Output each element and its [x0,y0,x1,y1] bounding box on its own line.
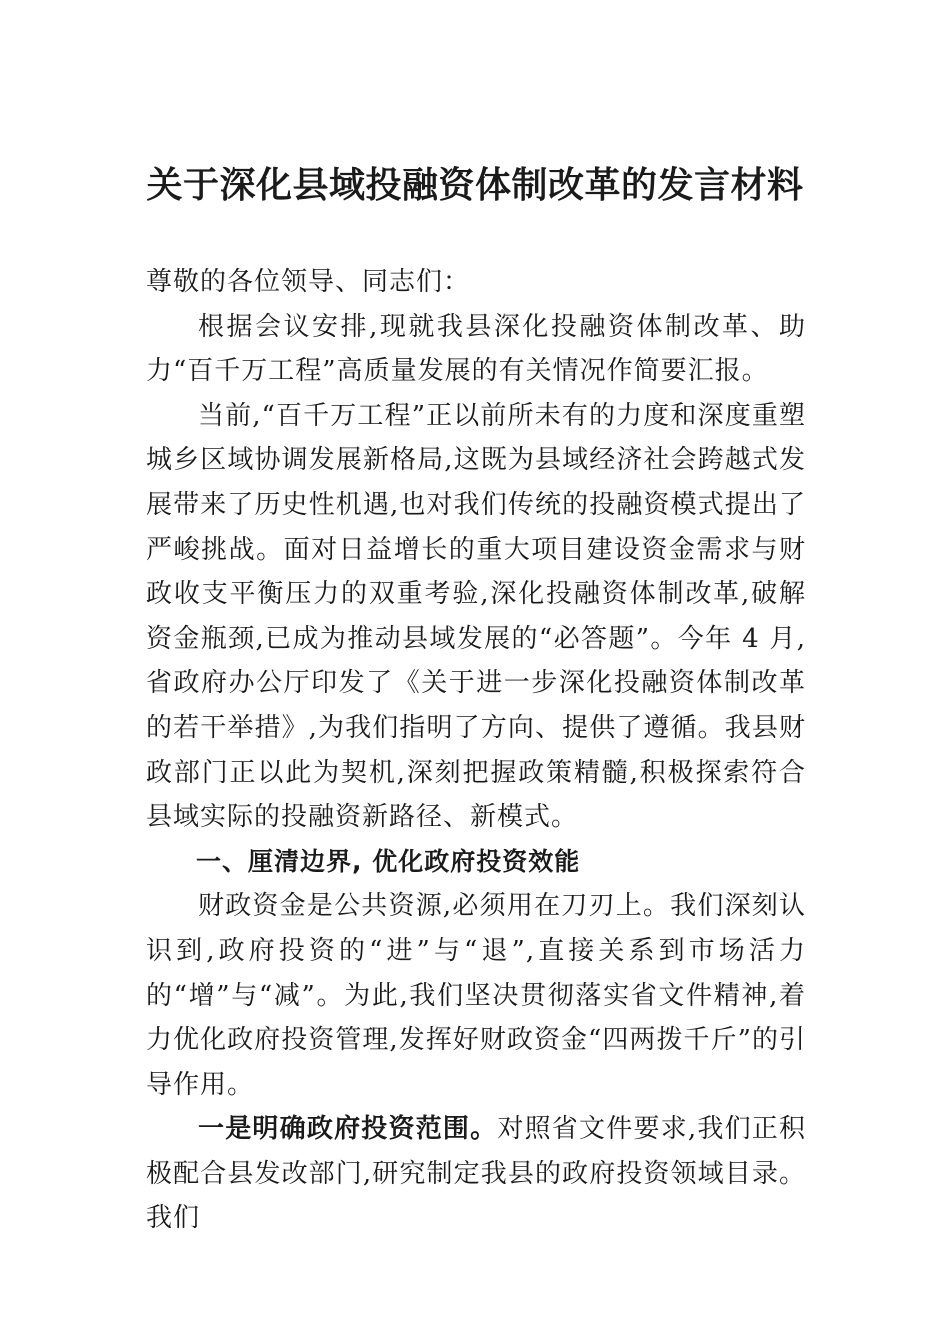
paragraph-point-1 [146,1107,806,1241]
salutation: 尊敬的各位领导、同志们： [146,267,471,297]
document-body [146,260,806,1241]
section-heading-1: 一、厘清边界, 优化政府投资效能 [196,846,581,876]
point-1-lead: 一是明确政府投资范围。 [198,1114,498,1145]
document-title: 关于深化县域投融资体制改革的发言材料 [146,164,804,206]
paragraph-background: 当前,“百千万工程”正以前所未有的力度和深度重塑城乡区域协调发展新格局,这既为县域经济社会跨越式发展带来了历史性机遇,也对我们传统的投融资模式提出了严峻挑战。面对日益增长的重大项目建设资金需求与财政收支平衡压力的双重考验,深化投融资体制改革,破解资金瓶颈,已成为推动县域发展的“必答题”。今年 4 月,省政府办公厅印发了《关于进一步深化投融资体制改革的若干举措》,为我们指明了方向、提供了遵循。我县财政部门正以此为契机,深刻把握政策精髓,积极探索符合县域实际的投融资新路径、新模式。 [146,400,806,833]
point-1-text: 对照省文件要求,我们正积极配合县发改部门,研究制定我县的政府投资领域目录。我们 [146,1114,806,1234]
paragraph-intro: 根据会议安排,现就我县深化投融资体制改革、助力“百千万工程”高质量发展的有关情况作简要汇报。 [146,311,806,387]
paragraph-section-1: 财政资金是公共资源,必须用在刀刃上。我们深刻认识到,政府投资的“进”与“退”,直接关系到市场活力的“增”与“减”。为此,我们坚决贯彻落实省文件精神,着力优化政府投资管理,发挥好财政资金“四两拨千斤”的引导作用。 [146,891,806,1100]
